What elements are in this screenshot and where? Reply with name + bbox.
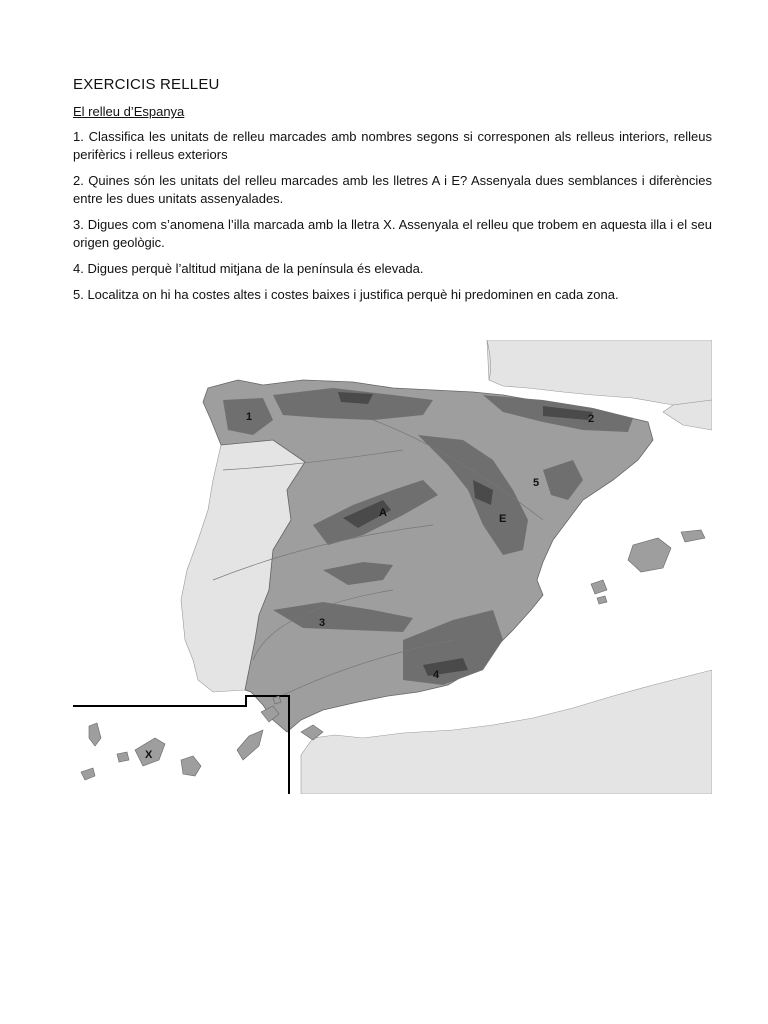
label-5: 5 bbox=[533, 477, 540, 489]
relief-map-svg bbox=[73, 340, 712, 794]
question-3: 3. Digues com s’anomena l’illa marcada amb la lletra X. Assenyala el relleu que trobem en aquesta illa i el seu origen geològic. bbox=[73, 217, 712, 250]
question-1: 1. Classifica les unitats de relleu marcades amb nombres segons si corresponen als relleus interiors, relleus perifèrics i relleus exteriors bbox=[73, 129, 712, 162]
question-2: 2. Quines són les unitats del relleu marcades amb les lletres A i E? Assenyala dues semblances i diferències entre les dues unitats assenyalades. bbox=[73, 173, 712, 206]
page-title: EXERCICIS RELLEU bbox=[73, 76, 220, 93]
label-x: X bbox=[145, 749, 153, 761]
question-4: 4. Digues perquè l’altitud mitjana de la península és elevada. bbox=[73, 261, 424, 276]
question-5: 5. Localitza on hi ha costes altes i costes baixes i justifica perquè hi predominen en cada zona. bbox=[73, 287, 619, 302]
label-3: 3 bbox=[319, 617, 326, 629]
label-1: 1 bbox=[246, 411, 253, 423]
label-2: 2 bbox=[588, 413, 595, 425]
question-list bbox=[73, 128, 712, 312]
section-subtitle: El relleu d’Espanya bbox=[73, 104, 185, 119]
relief-map bbox=[73, 340, 712, 794]
label-e: E bbox=[499, 513, 507, 525]
label-4: 4 bbox=[433, 669, 440, 681]
la-gomera-island bbox=[117, 752, 129, 762]
label-a: A bbox=[379, 507, 387, 519]
